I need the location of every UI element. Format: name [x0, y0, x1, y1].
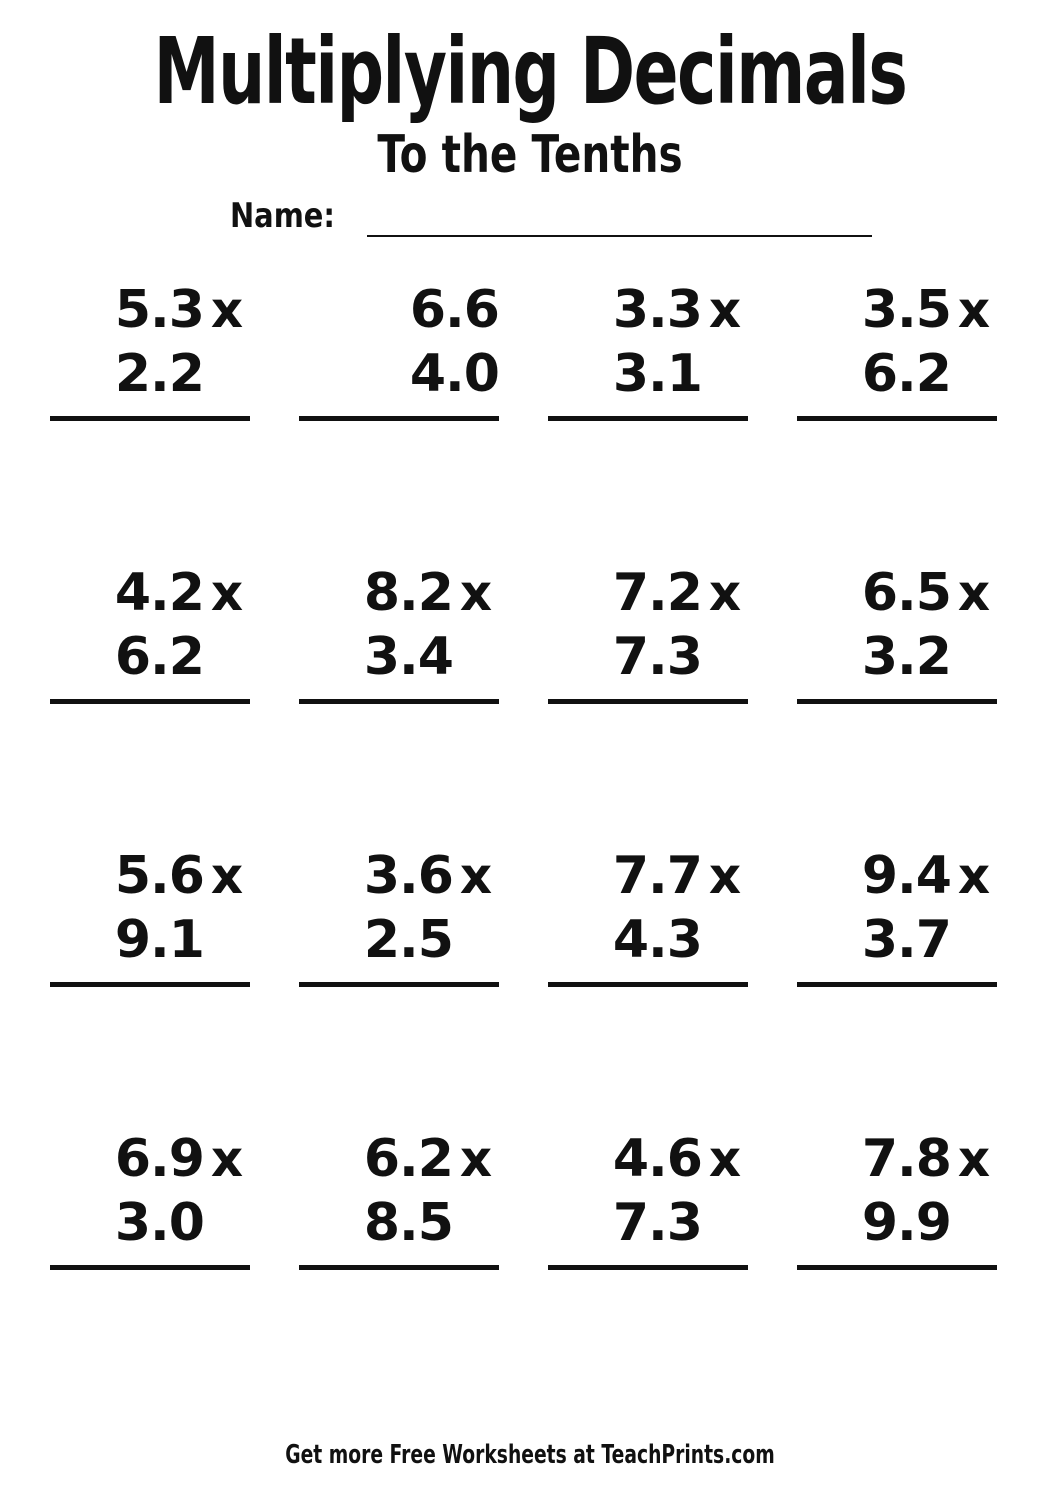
- top-operand-line: [299, 278, 499, 342]
- top-operand-line: [797, 1127, 997, 1191]
- top-operand-line: [50, 278, 250, 342]
- bottom-operand-line: [299, 1191, 499, 1255]
- top-operand-line: [797, 561, 997, 625]
- top-operand: 7.8: [861, 1129, 951, 1189]
- top-operand: 3.5: [861, 280, 951, 340]
- top-operand-line: [797, 278, 997, 342]
- answer-line: [299, 416, 499, 421]
- multiply-sign: x: [708, 1130, 742, 1188]
- bottom-operand-line: [797, 342, 997, 406]
- answer-line: [797, 1265, 997, 1270]
- top-operand: 7.7: [612, 846, 702, 906]
- multiplication-problem: [548, 278, 748, 421]
- bottom-operand-line: [797, 625, 997, 689]
- bottom-operand-line: [50, 625, 250, 689]
- top-operand-line: [50, 1127, 250, 1191]
- top-operand-line: [299, 561, 499, 625]
- multiplication-problem: [797, 561, 997, 704]
- multiply-sign: x: [459, 847, 493, 905]
- answer-line: [50, 982, 250, 987]
- top-operand: 6.9: [114, 1129, 204, 1189]
- top-operand-line: [299, 1127, 499, 1191]
- bottom-operand: 7.3: [612, 627, 702, 687]
- top-operand: 8.2: [363, 563, 453, 623]
- top-operand-line: [299, 844, 499, 908]
- bottom-operand-line: [50, 1191, 250, 1255]
- multiplication-problem: [50, 561, 250, 704]
- answer-line: [299, 699, 499, 704]
- multiplication-problem: [548, 1127, 748, 1270]
- multiply-sign: x: [957, 564, 991, 622]
- bottom-operand: 3.1: [612, 344, 702, 404]
- bottom-operand: 6.2: [861, 344, 951, 404]
- top-operand: 6.6: [409, 280, 499, 340]
- bottom-operand: 2.2: [114, 344, 204, 404]
- answer-line: [797, 416, 997, 421]
- multiply-sign: x: [459, 564, 493, 622]
- bottom-operand-line: [548, 342, 748, 406]
- multiplication-problem: [548, 844, 748, 987]
- answer-line: [299, 982, 499, 987]
- multiplication-problem: [299, 561, 499, 704]
- top-operand: 5.6: [114, 846, 204, 906]
- bottom-operand: 4.0: [409, 344, 499, 404]
- answer-line: [50, 699, 250, 704]
- multiply-sign: x: [210, 847, 244, 905]
- bottom-operand: 3.2: [861, 627, 951, 687]
- multiplication-problem: [797, 278, 997, 421]
- bottom-operand: 8.5: [363, 1193, 453, 1253]
- bottom-operand-line: [548, 1191, 748, 1255]
- bottom-operand-line: [50, 342, 250, 406]
- answer-line: [548, 1265, 748, 1270]
- multiplication-problem: [797, 844, 997, 987]
- answer-line: [50, 416, 250, 421]
- multiplication-problem: [50, 278, 250, 421]
- bottom-operand-line: [548, 908, 748, 972]
- top-operand: 3.3: [612, 280, 702, 340]
- answer-line: [548, 416, 748, 421]
- multiplication-problem: [50, 1127, 250, 1270]
- multiply-sign: x: [708, 847, 742, 905]
- multiplication-problem: [797, 1127, 997, 1270]
- top-operand-line: [548, 1127, 748, 1191]
- top-operand: 4.2: [114, 563, 204, 623]
- name-row: [230, 196, 872, 237]
- bottom-operand: 3.0: [114, 1193, 204, 1253]
- worksheet-title: Multiplying Decimals: [153, 18, 907, 125]
- answer-line: [548, 699, 748, 704]
- top-operand-line: [50, 561, 250, 625]
- answer-line: [797, 982, 997, 987]
- multiply-sign: x: [957, 847, 991, 905]
- worksheet-subtitle: To the Tenths: [377, 125, 683, 185]
- bottom-operand: 2.5: [363, 910, 453, 970]
- multiply-sign: x: [708, 564, 742, 622]
- bottom-operand-line: [299, 908, 499, 972]
- bottom-operand-line: [50, 908, 250, 972]
- multiplication-problem: [299, 278, 499, 421]
- footer-credit: Get more Free Worksheets at TeachPrints.com: [285, 1440, 775, 1470]
- multiply-sign: x: [459, 1130, 493, 1188]
- bottom-operand-line: [299, 342, 499, 406]
- multiply-sign: x: [210, 1130, 244, 1188]
- bottom-operand-line: [299, 625, 499, 689]
- multiply-sign: x: [708, 281, 742, 339]
- top-operand: 5.3: [114, 280, 204, 340]
- top-operand: 3.6: [363, 846, 453, 906]
- top-operand-line: [797, 844, 997, 908]
- multiplication-problem: [50, 844, 250, 987]
- multiplication-problem: [299, 844, 499, 987]
- answer-line: [797, 699, 997, 704]
- bottom-operand-line: [797, 1191, 997, 1255]
- name-blank-line: [367, 199, 872, 237]
- top-operand: 6.5: [861, 563, 951, 623]
- multiply-sign: x: [957, 281, 991, 339]
- bottom-operand: 9.1: [114, 910, 204, 970]
- bottom-operand: 3.7: [861, 910, 951, 970]
- multiplication-problem: [299, 1127, 499, 1270]
- bottom-operand: 3.4: [363, 627, 453, 687]
- problems-grid: [50, 278, 997, 1270]
- bottom-operand: 4.3: [612, 910, 702, 970]
- answer-line: [299, 1265, 499, 1270]
- top-operand-line: [548, 844, 748, 908]
- name-label: Name:: [230, 196, 335, 236]
- top-operand: 7.2: [612, 563, 702, 623]
- multiplication-problem: [548, 561, 748, 704]
- multiply-sign: x: [210, 564, 244, 622]
- multiply-sign: x: [957, 1130, 991, 1188]
- answer-line: [548, 982, 748, 987]
- top-operand: 9.4: [861, 846, 951, 906]
- answer-line: [50, 1265, 250, 1270]
- bottom-operand-line: [548, 625, 748, 689]
- top-operand-line: [548, 278, 748, 342]
- top-operand-line: [548, 561, 748, 625]
- top-operand: 6.2: [363, 1129, 453, 1189]
- multiply-sign: x: [210, 281, 244, 339]
- bottom-operand: 7.3: [612, 1193, 702, 1253]
- top-operand-line: [50, 844, 250, 908]
- bottom-operand: 6.2: [114, 627, 204, 687]
- bottom-operand-line: [797, 908, 997, 972]
- top-operand: 4.6: [612, 1129, 702, 1189]
- bottom-operand: 9.9: [861, 1193, 951, 1253]
